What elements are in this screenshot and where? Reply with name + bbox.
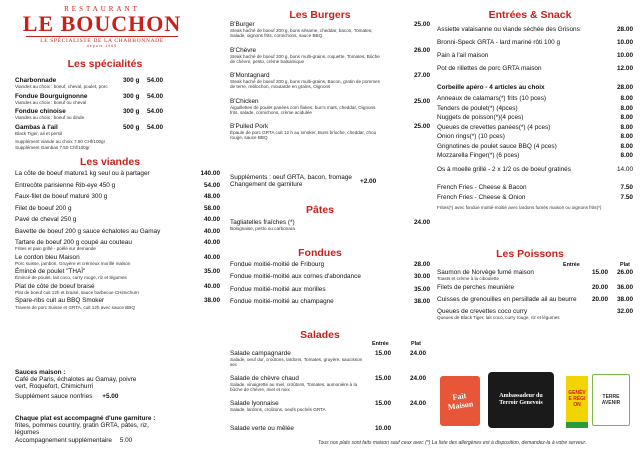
- poisson-price-entree: 15.00: [592, 269, 608, 276]
- sauces-block: [15, 369, 215, 400]
- apero-item: [437, 133, 633, 140]
- specialite-item: [15, 124, 175, 136]
- salade-desc: Salade, oeuf dur, croûtons, lardons, Tomates, gruyère, saucisson sec: [230, 357, 363, 368]
- viande-name: Le cordon bleu Maison: [15, 253, 80, 261]
- fondue-name: Fondue moitié-moitié de Fribourg: [230, 261, 325, 268]
- entree-item: [437, 26, 633, 33]
- entree-name: Pot de rillettes de porc GRTA maison: [437, 65, 542, 72]
- poisson-price-entree: 20.00: [592, 284, 608, 291]
- salade-price-plat: 24.00: [410, 400, 426, 407]
- fait-maison-badge: [440, 376, 480, 426]
- section-title-viandes: Les viandes: [79, 156, 141, 168]
- viande-desc: Émincé de poulet, lait coco, curry rouge, riz et légumes: [15, 275, 127, 281]
- viande-item: [15, 170, 220, 177]
- specialite-item: [15, 93, 175, 105]
- viande-desc: Plat de boeuf cuit 12h et braisé, sauce barbecue CHimichurri: [15, 290, 139, 295]
- fries-item: [437, 184, 633, 191]
- pates-price: 24.00: [414, 219, 430, 226]
- salade-price-entree: 15.00: [375, 350, 391, 357]
- burger-price: 25.00: [414, 123, 430, 130]
- viande-item: [15, 193, 220, 200]
- viande-price: 38.00: [204, 297, 220, 305]
- apero-name: Mozzarella Finger(*) (6 pces): [437, 152, 520, 159]
- burger-price: 25.00: [414, 97, 430, 105]
- specialite-item: [15, 77, 175, 89]
- footer-note: Tous nos plats sont faits maison sauf ceux avec (*) La liste des allergènes est à disposition, demandez-la à votre serveur.: [318, 440, 587, 446]
- apero-item: [437, 143, 633, 150]
- salade-price-entree: 10.00: [375, 425, 391, 432]
- burger-supp-price: +2.00: [360, 178, 377, 185]
- section-title-poissons: Les Poissons: [496, 248, 564, 260]
- burger-supp-line1: Suppléments : oeuf GRTA, bacon, fromage: [230, 174, 352, 181]
- apero-item-price: 8.00: [620, 95, 633, 102]
- entree-item: [437, 39, 633, 46]
- fries-note: Frites(*) avec fondue moitié-moitié avec lardons fumés maison ou oignons frits(*): [437, 205, 602, 210]
- section-title-burgers: Les Burgers: [289, 9, 351, 21]
- os-moelle-row: [437, 166, 633, 173]
- specialite-desc: Viandes au choix : boeuf ou cheval: [15, 99, 87, 105]
- fries-item: [437, 194, 633, 201]
- viande-name: Émincé de poulet "THAÏ": [15, 268, 86, 276]
- burger-supp-line2: Changement de garniture: [230, 181, 303, 189]
- specialite-price: 54.00: [147, 77, 163, 84]
- apero-name: Queues de crevettes panées(*) (4 pces): [437, 123, 551, 131]
- specialite-weight: 300 g: [123, 108, 140, 115]
- poissons-col-entree: Entrée: [563, 262, 580, 268]
- salade-desc: Salade, vinaigrette au miel, croûtons, Tomates, aumonière à la bûche de chèvre, miel et noix: [230, 382, 358, 393]
- poisson-desc: Queues de Black Tiger, lait coco, curry rouge, riz et légumes: [437, 315, 560, 321]
- salade-item: [230, 425, 430, 432]
- fondue-name: Fondue moitié-moitié au champagne: [230, 297, 334, 305]
- ambassadeur-badge: [488, 372, 554, 428]
- apero-name: Anneaux de calamars(*) frits (10 pces): [437, 95, 547, 102]
- burger-name: B'Montagnard: [230, 72, 270, 79]
- viande-price: 40.00: [204, 239, 220, 246]
- burger-item: [230, 98, 430, 115]
- viande-name: Plat de côte de boeuf braisé: [15, 282, 95, 290]
- viande-item: [15, 228, 220, 235]
- sauces-text: Café de Paris, échalotes au Gamay, poivre vert, Roquefort, Chimichurri: [15, 376, 137, 391]
- viande-name: Tartare de boeuf 200 g coupé au couteau: [15, 239, 132, 246]
- apero-name: Grignotines de poulet sauce BBQ (4 pces): [437, 142, 557, 150]
- sauce-supplement-label: Supplément sauce nonfries: [15, 392, 93, 400]
- poisson-price-plat: 38.00: [617, 296, 633, 303]
- sauce-supplement-price: +5.00: [102, 392, 119, 400]
- viande-item: [15, 268, 220, 280]
- salade-name: Salade de chèvre chaud: [230, 375, 299, 382]
- apero-name: Onion rings(*) (10 pces): [437, 133, 505, 140]
- apero-item-price: 8.00: [620, 104, 633, 112]
- specialite-weight: 300 g: [123, 77, 140, 84]
- apero-item-price: 8.00: [620, 114, 633, 121]
- poisson-desc: Toasts et crème à la ciboulette: [437, 276, 500, 282]
- apero-name: Tenders de poulet(*) (4pces): [437, 104, 518, 112]
- viande-price: 40.00: [204, 227, 220, 235]
- sauce-supplement: [15, 393, 215, 400]
- specialite-name: Fondue chinoise: [15, 108, 66, 115]
- garniture-supplement: [15, 437, 220, 444]
- apero-title: [437, 84, 633, 91]
- poisson-name: Saumon de Norvège fumé maison: [437, 269, 534, 276]
- fondue-price: 30.00: [414, 273, 430, 281]
- ambassadeur-text: Ambassadeur du Terroir Genevois: [499, 393, 543, 406]
- salade-price-plat: 24.00: [410, 375, 426, 382]
- fait-maison-text: Fait Maison: [447, 391, 474, 412]
- fondue-item: [230, 286, 430, 293]
- viande-price: 40.00: [204, 216, 220, 223]
- fondue-price: 35.00: [414, 285, 430, 293]
- salade-item: [230, 350, 430, 367]
- garniture-title: Chaque plat est accompagné d'une garniture :: [15, 415, 156, 422]
- viande-price: 40.00: [204, 253, 220, 261]
- salade-name: Salade campagnarde: [230, 350, 291, 357]
- section-title-entrees: Entrées & Snack: [488, 9, 572, 21]
- apero-item: [437, 114, 633, 121]
- fondue-item: [230, 273, 430, 280]
- apero-item-price: 8.00: [620, 133, 633, 140]
- burger-price: 27.00: [414, 72, 430, 79]
- apero-item-price: 8.00: [620, 123, 633, 131]
- burger-desc: Épaule de porc GRTA cuit 12 h au smoker, Buns brioche, cheddar, chou rouge, sauce BBQ: [230, 130, 377, 141]
- poisson-name: Queues de crevettes coco curry: [437, 308, 528, 315]
- garniture-block: [15, 415, 220, 444]
- pates-desc: Bolognaise, pesto ou carbonara: [230, 226, 295, 232]
- viande-name: Filet de boeuf 200 g: [15, 204, 72, 212]
- burger-name: B'Chicken: [230, 97, 259, 105]
- garniture-supplement-price: 5.00: [119, 436, 133, 444]
- poisson-name: Filets de perches meunière: [437, 284, 515, 291]
- entree-price: 10.00: [617, 39, 633, 46]
- logo-since: depuis 1969: [86, 44, 118, 48]
- burger-desc: Steak haché de boeuf 200 g, buns multi-grains, roquette, Tomates, Bûche de chèvre, pesto, crème balsamique: [230, 53, 380, 64]
- pates-item: [230, 219, 430, 231]
- viande-item: [15, 216, 220, 223]
- poisson-name: Cuisses de grenouilles en persillade ail au beurre: [437, 296, 577, 303]
- fondue-price: 28.00: [414, 261, 430, 268]
- specialite-price: 54.00: [147, 123, 163, 131]
- apero-price: 28.00: [617, 84, 633, 91]
- poisson-item: [437, 308, 633, 320]
- viande-name: Entrecôte parisienne Rib-eye 450 g: [15, 181, 116, 189]
- fondue-item: [230, 298, 430, 305]
- section-title-fondues: Fondues: [298, 247, 342, 259]
- specialite-weight: 500 g: [123, 123, 140, 131]
- specialite-desc: Black Tiger, ail et persil: [15, 130, 62, 136]
- burger-desc: Steak haché de boeuf 200 g, buns sésame, cheddar, bacon, Tomates, Salade, oignons frits, cornichons, sauce BBQ: [230, 28, 373, 39]
- logo-divider: [26, 36, 178, 37]
- burger-item: [230, 47, 430, 64]
- salade-price-plat: 24.00: [410, 350, 426, 357]
- viande-item: [15, 182, 220, 189]
- burger-price: 26.00: [414, 46, 430, 54]
- viande-item: [15, 239, 220, 251]
- burger-item: [230, 123, 430, 140]
- terre-avenir-badge: [592, 374, 630, 426]
- fondue-name: Fondue moitié-moitié aux morilles: [230, 285, 326, 293]
- specialite-weight: 300 g: [123, 92, 140, 100]
- entree-name: Bronni-Speck GRTA - lard mariné rôti 100 g: [437, 39, 561, 46]
- apero-item-price: 8.00: [620, 142, 633, 150]
- restaurant-logo: [22, 5, 182, 48]
- logo-name: LE BOUCHON: [22, 11, 182, 36]
- salades-col-entree: Entrée: [372, 341, 389, 347]
- viande-item: [15, 283, 220, 295]
- entree-price: 12.00: [617, 65, 633, 72]
- viande-name: Pavé de cheval 250 g: [15, 216, 77, 223]
- burger-name: B'Pulled Pork: [230, 123, 269, 130]
- viande-item: [15, 297, 220, 309]
- garniture-supplement-label: Accompagnement supplémentaire: [15, 436, 112, 444]
- fries-price: 7.50: [620, 184, 633, 191]
- entree-price: 28.00: [617, 26, 633, 33]
- os-moelle-name: Os à moelle grillé - 2 x 1/2 os de boeuf gratinés: [437, 166, 571, 173]
- specialite-price: 54.00: [147, 108, 163, 115]
- pates-name: Tagliatelles fraîches (*): [230, 219, 295, 226]
- specialite-name: Fondue Bourguignonne: [15, 92, 88, 100]
- specialite-note: Supplément viande au choix 7.50 CHf/100gr: [15, 139, 106, 144]
- salade-price-entree: 15.00: [375, 400, 391, 407]
- specialite-price: 54.00: [147, 92, 163, 100]
- apero-item: [437, 105, 633, 112]
- apero-item: [437, 95, 633, 102]
- burger-name: B'Burger: [230, 21, 255, 28]
- specialite-name: Charbonnade: [15, 77, 57, 84]
- fondue-price: 38.00: [414, 297, 430, 305]
- viande-name: La côte de boeuf mature1 kg seul ou à partager: [15, 170, 150, 177]
- salade-price-entree: 15.00: [375, 375, 391, 382]
- fries-name: French Fries - Cheese & Bacon: [437, 184, 527, 191]
- salades-col-plat: Plat: [411, 341, 421, 347]
- logo-top-text: RESTAURANT: [64, 5, 140, 13]
- burger-name: B'Chèvre: [230, 46, 257, 54]
- poisson-item: [437, 284, 633, 291]
- poisson-price-entree: 20.00: [592, 296, 608, 303]
- burger-supplements: [230, 174, 430, 188]
- burger-item: [230, 21, 430, 38]
- burger-desc: Aiguillettes de poulet panées corn flakes, bun's maïs, cheddar, Oignons frits, salade, cornichons, crème acidulée: [230, 104, 376, 115]
- geneve-region-badge: [566, 376, 588, 428]
- viande-desc: Frites et pain grillé - poêlé sur demande: [15, 246, 96, 252]
- viande-price: 54.00: [204, 181, 220, 189]
- section-title-salades: Salades: [300, 329, 340, 341]
- apero-item-price: 8.00: [620, 152, 633, 159]
- poisson-item: [437, 269, 633, 281]
- specialite-note: Supplément Gambas 7.50 Chf/100gr: [15, 144, 90, 150]
- viande-price: 40.00: [204, 282, 220, 290]
- sauces-title: Sauces maison :: [15, 369, 66, 376]
- entree-name: Pain à l'ail maison: [437, 52, 489, 59]
- burger-price: 25.00: [414, 21, 430, 28]
- apero-name: Nuggets de poisson(*)(4 pces): [437, 114, 524, 121]
- salade-item: [230, 375, 430, 392]
- salade-desc: Salade, lardons, croûtons, oeufs pochés GRTA: [230, 407, 326, 413]
- logo-tagline: LE SPÉCIALISTE DE LA CHARBONNADE: [40, 38, 164, 44]
- entree-item: [437, 52, 633, 59]
- apero-item: [437, 124, 633, 131]
- poisson-price-plat: 26.00: [617, 269, 633, 276]
- specialite-item: [15, 108, 175, 120]
- viande-price: 35.00: [204, 268, 220, 276]
- poissons-col-plat: Plat: [620, 262, 630, 268]
- viande-desc: Porc suisse, jambon, Gruyère et crémeux morillé maison: [15, 260, 131, 266]
- poisson-price-plat: 32.00: [617, 308, 633, 315]
- viande-desc: Travers de porc Suisse et GRTA, cuit 12h avec sauce BBQ: [15, 304, 135, 310]
- apero-item: [437, 152, 633, 159]
- fondue-name: Fondue moitié-moitié aux cornes d'abondance: [230, 273, 361, 281]
- burger-desc: Steak haché de boeuf 200 g, buns multi-grains, Bacon, gratin de pommes de terre, reblochon, moutarde en grains, Oignons: [230, 79, 380, 90]
- salade-name: Salade lyonnaise: [230, 400, 279, 407]
- poisson-price-plat: 36.00: [617, 284, 633, 291]
- section-title-pates: Pâtes: [305, 204, 335, 216]
- specialite-desc: Viandes au choix : boeuf, cheval, poulet, porc: [15, 84, 108, 90]
- entree-item: [437, 65, 633, 72]
- entree-name: Assiette valaisanne ou viande séchée des Grisons: [437, 26, 580, 33]
- fries-name: French Fries - Cheese & Onion: [437, 194, 526, 201]
- viande-item: [15, 205, 220, 212]
- garniture-text: frites, pommes country, gratin GRTA, pâtes, riz, légumes: [15, 422, 149, 437]
- viande-name: Spare-ribs cuit au BBQ Smoker: [15, 297, 105, 305]
- specialite-name: Gambas à l'ail: [15, 123, 58, 131]
- specialite-desc: Viandes au choix : boeuf ou dinde: [15, 115, 85, 121]
- fondue-item: [230, 261, 430, 268]
- entree-price: 10.00: [617, 52, 633, 59]
- poisson-item: [437, 296, 633, 303]
- apero-title-text: Corbeille apéro - 4 articles au choix: [437, 84, 545, 91]
- geneve-region-text: GENÈVE RÉGION: [568, 390, 586, 408]
- viande-price: 140.00: [200, 170, 220, 177]
- burger-item: [230, 72, 430, 89]
- section-title-specialites: Les spécialités: [67, 58, 143, 70]
- terre-avenir-text: TERRE AVENIR: [601, 394, 621, 406]
- salade-item: [230, 400, 430, 412]
- viande-item: [15, 254, 220, 266]
- viande-name: Bavette de boeuf 200 g sauce échalotes au Gamay: [15, 227, 161, 235]
- fries-price: 7.50: [620, 194, 633, 201]
- os-moelle-price: 14.00: [617, 166, 633, 173]
- viande-price: 58.00: [204, 204, 220, 212]
- salade-name: Salade verte ou mêlée: [230, 425, 294, 432]
- viande-name: Faux-filet de boeuf maturé 300 g: [15, 193, 108, 200]
- viande-price: 48.00: [204, 193, 220, 200]
